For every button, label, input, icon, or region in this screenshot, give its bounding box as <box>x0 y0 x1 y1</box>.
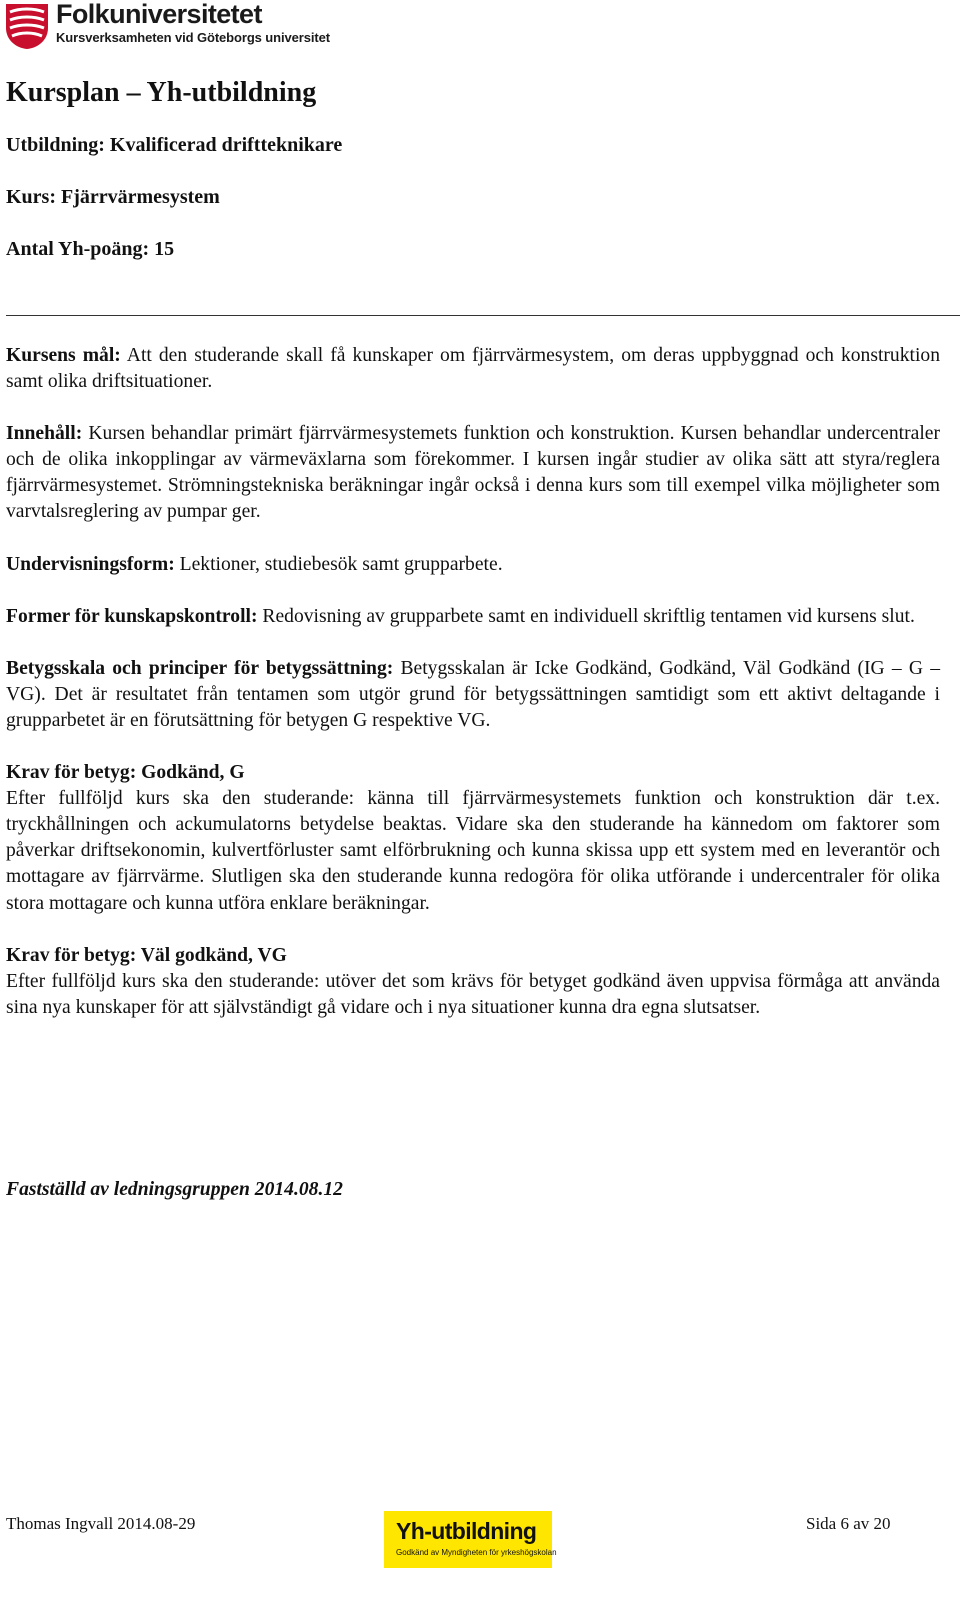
page-number: Sida 6 av 20 <box>806 1514 891 1533</box>
utbildning-line: Utbildning: Kvalificerad driftteknikare <box>6 134 343 156</box>
folkuniversitetet-logo <box>4 2 330 52</box>
section-label: Innehåll: <box>6 423 83 445</box>
page-title: Kursplan – Yh-utbildning <box>6 77 317 108</box>
kurs-line: Kurs: Fjärrvärmesystem <box>6 186 220 208</box>
section-label: Undervisningsform: <box>6 553 175 575</box>
yh-utbildning-badge <box>384 1511 557 1568</box>
section-label: Betygsskala och principer för betygssättning: <box>6 657 394 679</box>
section-text: Kursen behandlar primärt fjärrvärmesystemets funktion och konstruktion. Kursen behandlar undercentraler och de olika inkopplingar av värmeväxlarna som förekommer. I kursen ingår studier av olika sätt att styra/reglera fjärrvärmesystemet. Strömningstekniska beräkningar ingår också i denna kurs som till exempel vilka möjligheter som varvtalsreglering av pumpar ger. <box>6 423 940 523</box>
section-innehall <box>6 421 940 525</box>
badge-title: Yh-utbildning <box>396 1518 537 1544</box>
section-label: Kursens mål: <box>6 345 121 366</box>
badge-subtitle: Godkänd av Myndigheten för yrkeshögskolan <box>396 1548 557 1557</box>
org-name: Folkuniversitetet <box>56 0 262 29</box>
krav-vg-heading: Krav för betyg: Väl godkänd, VG <box>6 944 287 966</box>
footer-author-date: Thomas Ingvall 2014.08-29 <box>6 1514 196 1533</box>
org-subtitle: Kursverksamheten vid Göteborgs universitet <box>56 30 330 45</box>
krav-g-text: Efter fullföljd kurs ska den studerande: känna till fjärrvärmesystemets funktion och konstruktion där t.ex. tryckhållningen och ackumulatorns betydelse beaktas. Vidare ska den studerande ha kännedom om faktorer som påverkar driftsekonomin, kulvertförluster samt elförbrukning och kunna skissa upp ett system med en leverantör och mottagare av fjärrvärme. Slutligen ska den studerande kunna redogöra för olika utförande i undercentraler för olika stora mottagare och kunna utföra enklare beräkningar. <box>6 788 940 914</box>
folkuniversitetet-shield-icon <box>4 2 50 50</box>
section-text: Att den studerande skall få kunskaper om fjärrvärmesystem, om deras uppbyggnad och konstruktion samt olika driftsituationer. <box>6 345 940 393</box>
signoff: Fastställd av ledningsgruppen 2014.08.12 <box>6 1179 343 1200</box>
krav-vg-text: Efter fullföljd kurs ska den studerande: utöver det som krävs för betyget godkänd även uppvisa förmåga att använda sina nya kunskaper för att självständigt gå vidare och i nya situationer kunna dra egna slutsatser. <box>6 970 940 1018</box>
section-text: Betygsskalan är Icke Godkänd, Godkänd, Väl Godkänd (IG – G – VG). Det är resultatet från tentamen som utgör grund för betygssättningen samtidigt som ett aktivt deltagande i grupparbetet är en förutsättning för betygen G respektive VG. <box>6 657 940 731</box>
section-text: Redovisning av grupparbete samt en individuell skriftlig tentamen vid kursens slut. <box>257 605 915 627</box>
section-betygsskala <box>6 656 940 734</box>
section-kursens-mal <box>6 343 940 395</box>
section-label: Former för kunskapskontroll: <box>6 605 258 627</box>
section-undervisningsform <box>6 552 940 578</box>
poang-line: Antal Yh-poäng: 15 <box>6 238 175 260</box>
krav-g-heading: Krav för betyg: Godkänd, G <box>6 762 245 784</box>
section-kunskapskontroll <box>6 604 940 630</box>
section-text: Lektioner, studiebesök samt grupparbete. <box>174 553 503 575</box>
course-content <box>6 343 940 1021</box>
horizontal-divider <box>6 315 960 316</box>
